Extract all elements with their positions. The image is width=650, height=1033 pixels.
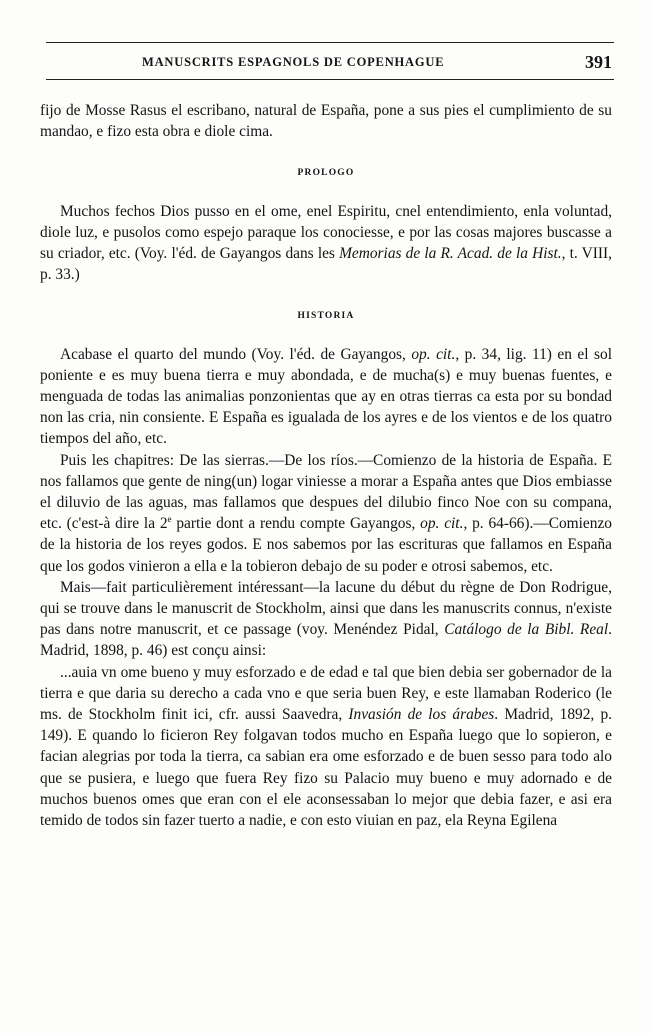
historia-p1-text: Acabase el quarto del mundo (Voy. l'éd. de Gayangos,: [60, 345, 412, 363]
running-head: [46, 52, 614, 74]
historia-paragraph-3: [40, 577, 612, 662]
historia-p3-text: Mais—fait particulièrement intéressant—la lacune du début du règne de Don Rodrigue, qui se trouve dans le manuscrit de Stockholm, ainsi que dans les manuscrits connus, n'existe pas dans notre manuscrit, et ce passage (voy. Menéndez Pidal,: [40, 578, 612, 639]
historia-heading: HISTORIA: [297, 311, 355, 322]
page-number: 391: [585, 52, 612, 72]
historia-quote-text-end: . Madrid, 1892, p. 149). E quando lo ficieron Rey folgavan todos mucho en España luego que lo sopieron, e facian alegrias por toda la tierra, ca sabian era ome esforzado e de buen sesso para todo alo que se pusiera, e luego que fuera Rey fizo su Palacio muy bueno e muy adornado e de muchos buenos omes que eran con el ele aconsessaban lo mejor que debia fazer, e asi era temido de todos sin fazer tuerto a nadie, e con esto viuian en paz, ela Reyna Egilena: [40, 706, 612, 830]
historia-quotation: [40, 662, 612, 832]
intro-paragraph: fijo de Mosse Rasus el escribano, natural de España, pone a sus pies el cumplimiento de su mandao, e fizo esta obra e diole cima.: [40, 102, 612, 141]
historia-p2-text-mid: partie dont a rendu compte Gayangos,: [171, 515, 421, 533]
historia-p3-text-end: . Madrid, 1898, p. 46) est conçu ainsi:: [40, 621, 612, 660]
prologo-text: Muchos fechos Dios pusso en el ome, enel Espiritu, cnel entendimiento, enla voluntad, diole luz, e pusolos como espejo paraque los conociesse, e por las cosas majores buscasse a su criador, etc. (Voy. l'éd. de Gayangos dans les: [40, 202, 612, 263]
prologo-citation-title: Memorias de la R. Acad. de la Hist.: [339, 245, 562, 263]
historia-p3-title: Catálogo de la Bibl. Real: [444, 621, 609, 639]
header-rule-bottom: [46, 79, 614, 80]
historia-quote-title: Invasión de los árabes: [348, 706, 495, 724]
header-rule-top: [46, 42, 614, 43]
historia-p2-text: Puis les chapitres: De las sierras.—De los ríos.—Comienzo de la historia de España. E nos fallamos que gente de ning(un) logar viniesse a morar a España antes que Dios embiasse el diluvio de las aguas, mas fallamos que despues del dilubio finco Noe con su compana, etc. (c'est-à dire la 2: [40, 451, 612, 533]
running-title: MANUSCRITS ESPAGNOLS DE COPENHAGUE: [142, 55, 445, 69]
historia-p1-cit: op. cit.: [411, 345, 456, 363]
historia-quote-text: ...auia vn ome bueno y muy esforzado e de edad e tal que bien debia ser gobernador de la tierra e que daria su derecho a cada vno e que seria buen Rey, e este llamaban Roderico (le ms. de Stockholm finit ici, cfr. aussi Saavedra,: [40, 663, 612, 724]
body-text: [40, 100, 612, 831]
historia-p1-text-end: , p. 34, lig. 11) en el sol poniente e es muy buena tierra e muy abondada, e de mucha(s) e muy buenas fuentes, e menguada de todas las animalias ponzonientas que ay en otras tierras ca esta por su bondad non las cria, nin consiente. E España es igualada de los ayres e de los vientos e de los quatro tiempos del año, etc.: [40, 345, 612, 448]
historia-paragraph-1: [40, 344, 612, 450]
historia-paragraph-2: [40, 450, 612, 577]
prologo-paragraph: [40, 201, 612, 286]
historia-p2-cit: op. cit.: [420, 515, 464, 533]
prologo-heading: PROLOGO: [297, 168, 355, 179]
historia-p2-superscript: e: [167, 514, 172, 525]
prologo-text-end: , t. VIII, p. 33.): [40, 245, 612, 284]
historia-p2-text-end: , p. 64-66).—Comienzo de la historia de los reyes godos. E nos sabemos por las escrituras que fallamos en España que los godos vinieron a ella e la tobieron debajo de su poder e otrosi sabemos, etc.: [40, 515, 612, 575]
